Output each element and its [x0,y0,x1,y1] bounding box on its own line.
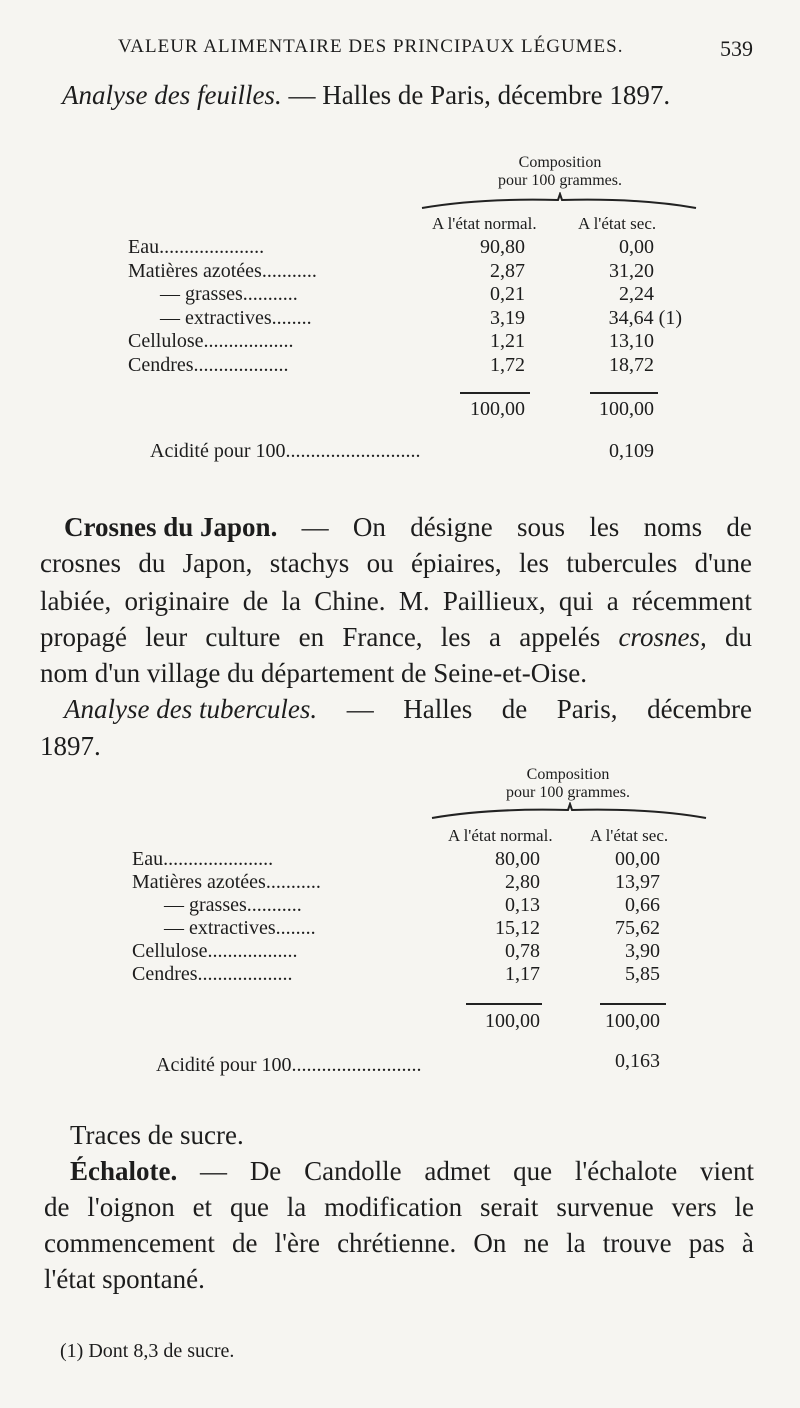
analyse-tubercules-line [64,694,752,725]
word: à [741,1228,754,1258]
word: en [298,622,325,652]
table1-cell-sec: 13,10 [609,330,654,352]
word: la [286,1192,307,1222]
word: On [473,1228,507,1258]
table2-total-normal: 100,00 [485,1010,540,1032]
table2-rule-normal [466,1003,542,1005]
table2-cell-normal: 0,13 [505,894,540,916]
table1-cell-sec: 2,24 [619,283,654,305]
table1-cell-sec: 34,64 (1) [608,306,682,329]
traces-de-sucre: Traces de sucre. [70,1120,244,1150]
crosnes-line4 [40,622,752,653]
word: du [724,622,752,652]
table1-total-sec: 100,00 [599,398,654,420]
table1-cell-normal: 0,21 [490,283,525,305]
table1-acidity-value: 0,109 [609,440,654,462]
analyse-tubercules-year: 1897. [40,731,101,761]
table2-row-label: Eau...................... [132,848,274,870]
word: trouve [602,1228,672,1258]
table2-brace [430,802,710,824]
word: de [726,512,752,542]
word: l'oignon [87,1192,175,1222]
word: chrétienne. [337,1228,457,1258]
page-number: 539 [720,36,753,61]
table1-rule-normal [460,392,530,394]
word: a [606,586,619,616]
word: leur [145,622,188,652]
word: tubercules [566,548,678,578]
word: désigne [410,512,493,542]
word: — [346,694,374,724]
word: pas [688,1228,725,1258]
word: culture [205,622,281,652]
word: l'ère [274,1228,320,1258]
table2-cell-sec: 13,97 [615,871,660,893]
table2-total-sec: 100,00 [605,1010,660,1032]
word: ne [523,1228,549,1258]
table2-cell-normal: 0,78 [505,940,540,962]
echalote-title: Échalote. [70,1156,178,1186]
word: a [489,622,502,652]
table2-composition-line2: pour 100 grammes. [506,784,630,801]
word-italic: crosnes, [618,622,707,652]
crosnes-line5: nom d'un village du département de Seine-et-Oise. [40,658,587,688]
word: de [242,586,269,616]
word: stachys [269,548,350,578]
word: d'une [694,548,752,578]
table2-cell-normal: 15,12 [495,917,540,939]
word: qui [558,586,594,616]
table1-acidity-label: Acidité pour 100........................... [150,440,421,462]
table1-row-label: — extractives........ [160,306,312,329]
word: du [138,548,166,578]
table1-brace [420,192,700,214]
table1-cell-sec: 18,72 [609,353,654,376]
word: de [232,1228,258,1258]
table2-cell-normal: 2,80 [505,871,540,893]
table2-cell-normal: 80,00 [495,848,540,870]
table2-rule-sec [600,1003,666,1005]
table1-col-sec: A l'état sec. [578,214,657,233]
word: Paillieux, [442,586,546,616]
word: admet [424,1156,491,1186]
footnote: (1) Dont 8,3 de sucre. [60,1340,235,1362]
table2-row-label: Cendres................... [132,963,293,985]
word: vers [671,1192,717,1222]
table2-row-label: — extractives........ [164,917,316,939]
word: — [200,1156,228,1186]
word: l'échalote [574,1156,678,1186]
running-header [118,36,753,61]
table1-cell-sec: 0,00 [619,236,654,258]
word: de [44,1192,70,1222]
crosnes-line3 [40,586,752,617]
word: originaire [124,586,230,616]
word: sous [517,512,566,542]
table2-cell-sec: 75,62 [615,917,660,939]
crosnes-title: Crosnes du Japon. [64,512,278,542]
word: survenue [556,1192,654,1222]
word: modification [324,1192,463,1222]
table2-col-sec: A l'état sec. [590,826,669,845]
word: que [229,1192,269,1222]
word: Halles [403,694,473,724]
table2-acidity-label: Acidité pour 100.......................... [156,1054,422,1076]
word: crosnes [40,548,121,578]
word: les [518,548,549,578]
table2-composition-line1: Composition [526,766,610,783]
word: De [249,1156,282,1186]
table2-row-label: Matières azotées........... [132,871,321,893]
table1-row-label: Eau..................... [128,236,265,258]
table1-cell-normal: 2,87 [490,259,525,282]
word: serait [479,1192,539,1222]
word: noms [643,512,703,542]
crosnes-line1 [64,512,752,543]
word: le [734,1192,754,1222]
echalote-line3 [44,1228,754,1259]
word: Paris, [556,694,618,724]
table1-cell-normal: 1,21 [490,330,525,352]
word: labiée, [40,586,112,616]
table2-acidity-value: 0,163 [615,1050,660,1072]
table1-row-label: — grasses........... [160,283,298,305]
table1-composition-line2: pour 100 grammes. [498,172,622,189]
crosnes-line2 [40,548,752,579]
table1-row-label: Cellulose.................. [128,330,294,352]
word: On [352,512,386,542]
echalote-line4: l'état spontané. [44,1264,205,1294]
word: les [589,512,620,542]
word: épiaires, [410,548,502,578]
table2-cell-sec: 00,00 [615,848,660,870]
table1-row-label: Cendres................... [128,353,289,376]
word: propagé [40,622,127,652]
word: Chine. [314,586,386,616]
section1-heading-italic: Analyse des feuilles. [62,80,282,110]
table1-composition-label [470,154,650,190]
word: appelés [519,622,601,652]
section1-heading-rest: — Halles de Paris, décembre 1897. [288,80,671,110]
echalote-line2 [44,1192,754,1223]
word: Candolle [304,1156,402,1186]
word: commencement [44,1228,215,1258]
word: vient [699,1156,754,1186]
word: et [192,1192,213,1222]
word: les [440,622,471,652]
table2-cell-sec: 0,66 [625,894,660,916]
table2-cell-sec: 3,90 [625,940,660,962]
table1-cell-normal: 90,80 [480,236,525,258]
word: France, [342,622,423,652]
table2-cell-normal: 1,17 [505,963,540,985]
running-title: VALEUR ALIMENTAIRE DES PRINCIPAUX LÉGUMES. [118,36,624,57]
table2-composition-label [478,766,658,802]
table2-cell-sec: 5,85 [625,963,660,985]
table1-row-label: Matières azotées........... [128,259,317,282]
table1-cell-normal: 1,72 [490,353,525,376]
word: — [301,512,329,542]
table2-row-label: Cellulose.................. [132,940,298,962]
word: la [566,1228,586,1258]
table1-rule-sec [590,392,658,394]
word: M. [398,586,430,616]
word: que [513,1156,553,1186]
word: de [501,694,528,724]
table1-col-normal: A l'état normal. [432,214,537,233]
section1-heading [62,80,670,111]
analyse-tubercules-italic: Analyse des tubercules. [64,694,318,724]
word: ou [366,548,394,578]
word: décembre [647,694,752,724]
word: Japon, [182,548,253,578]
table1-total-normal: 100,00 [470,398,525,420]
table1-cell-sec: 31,20 [609,259,654,282]
word: la [281,586,302,616]
word: récemment [631,586,752,616]
table1-cell-normal: 3,19 [490,306,525,329]
echalote-line1 [70,1156,754,1187]
table2-col-normal: A l'état normal. [448,826,553,845]
table1-composition-line1: Composition [518,154,602,171]
table2-row-label: — grasses........... [164,894,302,916]
